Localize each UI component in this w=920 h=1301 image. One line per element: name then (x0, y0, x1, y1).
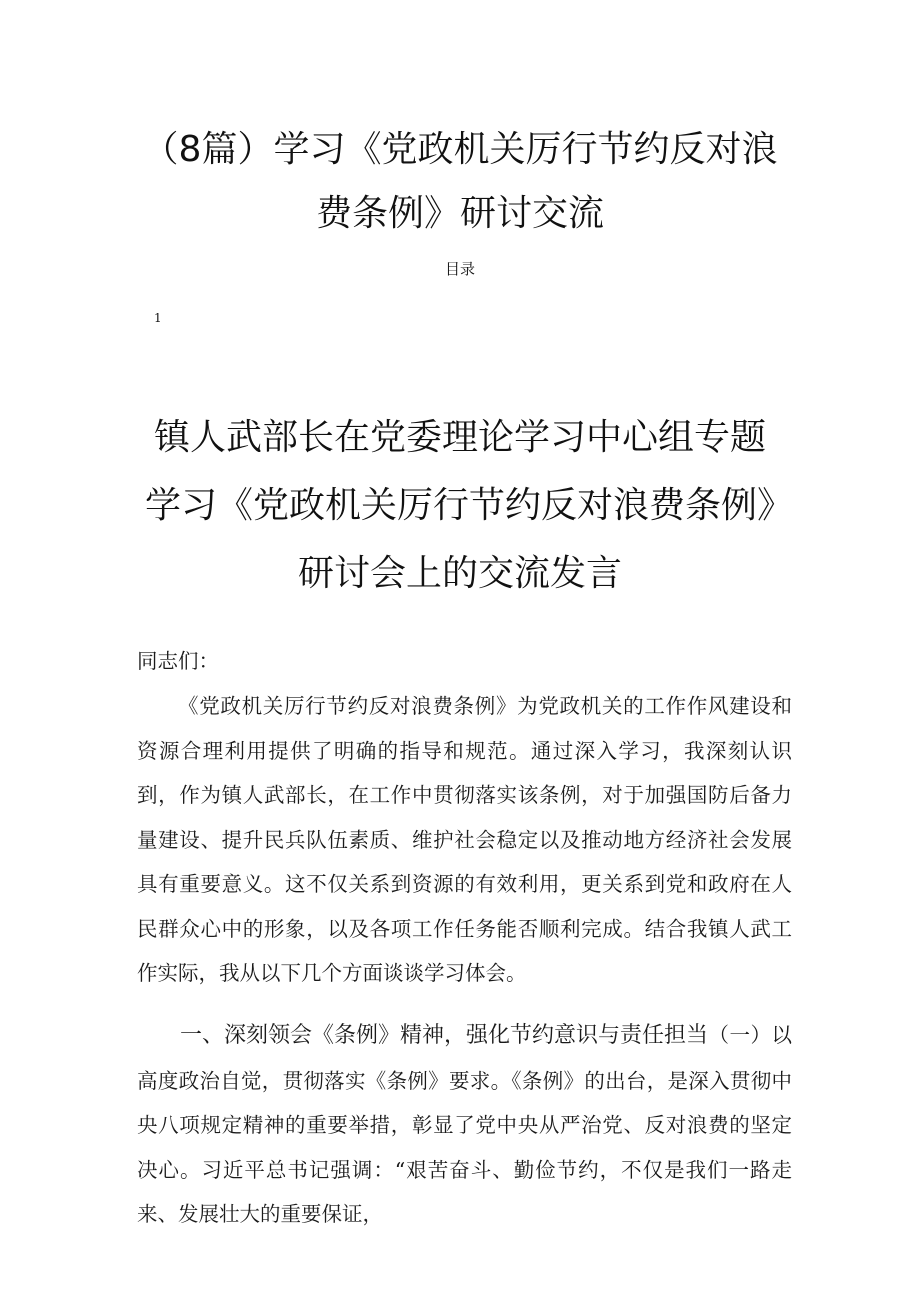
article-title: 镇人武部长在党委理论学习中心组专题学习《党政机关厉行节约反对浪费条例》研讨会上的交流发言 (144, 417, 775, 594)
salutation: 同志们： (137, 649, 219, 673)
toc-label: 目录 (444, 260, 475, 278)
paragraph-intro: 《党政机关厉行节约反对浪费条例》为党政机关的工作作风建设和资源合理利用提供了明确的指导和规范。通过深入学习，我深刻认识到，作为镇人武部长，在工作中贯彻落实该条例，对于加强国防后备力量建设、提升民兵队伍素质、维护社会稳定以及推动地方经济社会发展具有重要意义。这不仅关系到资源的有效利用，更关系到党和政府在人民群众心中的形象，以及各项工作任务能否顺利完成。结合我镇人武工作实际，我从以下几个方面谈谈学习体会。 (137, 694, 792, 985)
document-title: （8篇）学习《党政机关厉行节约反对浪费条例》研讨交流 (142, 129, 778, 234)
toc-page-number: 1 (154, 311, 162, 325)
section-1 (137, 1013, 792, 1237)
section-1-text: （一）以高度政治自觉，贯彻落实《条例》要求。《条例》的出台，是深入贯彻中央八项规定精神的重要举措，彰显了党中央从严治党、反对浪费的坚定决心。习近平总书记强调：“艰苦奋斗、勤俭节约，不仅是我们一路走来、发展壮大的重要保证， (137, 1023, 792, 1226)
section-1-heading: 一、深刻领会《条例》精神，强化节约意识与责任担当 (180, 1023, 709, 1048)
